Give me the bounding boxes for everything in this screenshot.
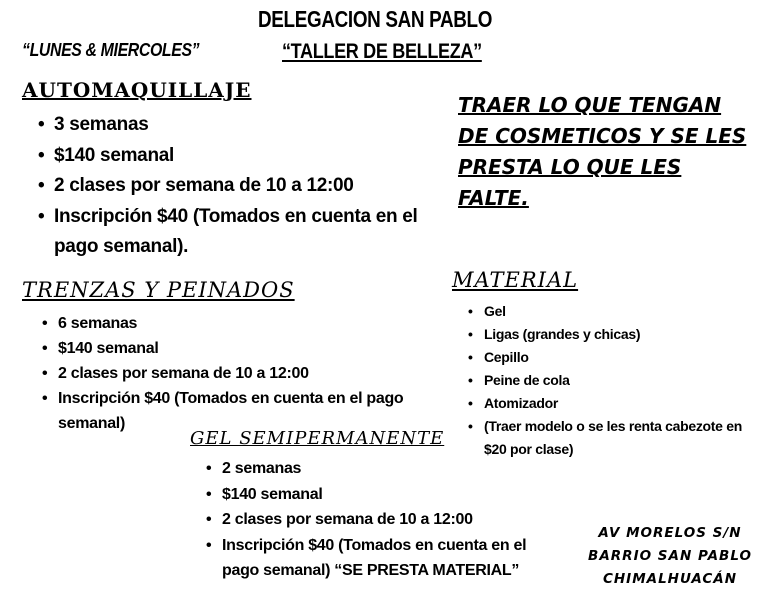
- workshop-title: “TALLER DE BELLEZA”: [282, 40, 482, 63]
- list-item: • 2 clases por semana de 10 a 12:00: [42, 361, 422, 386]
- address-block: [580, 522, 760, 591]
- trenzas-list: [42, 311, 422, 436]
- list-item: • Gel: [468, 300, 758, 323]
- list-item: • Cepillo: [468, 346, 758, 369]
- list-item: • 2 clases por semana de 10 a 12:00: [38, 171, 428, 202]
- address-line: AV MORELOS S/N: [598, 525, 742, 541]
- gel-list: [206, 456, 536, 584]
- list-item: • $140 semanal: [206, 482, 536, 508]
- list-item: • $140 semanal: [42, 336, 422, 361]
- list-item: • (Traer modelo o se les renta cabezote en $20 por clase): [468, 415, 758, 461]
- bring-cosmetics-note: TRAER LO QUE TENGAN DE COSMETICOS Y SE LES PRESTA LO QUE LES FALTE.: [458, 93, 747, 210]
- list-item: • 6 semanas: [42, 311, 422, 336]
- section-heading-material: MATERIAL: [452, 268, 579, 292]
- page-title: DELEGACION SAN PABLO: [258, 6, 493, 32]
- schedule-days: “LUNES & MIERCOLES”: [22, 40, 200, 60]
- list-item: • Inscripción $40 (Tomados en cuenta en el pago semanal).: [38, 202, 428, 263]
- automaquillaje-list: [38, 110, 428, 263]
- list-item: • Inscripción $40 (Tomados en cuenta en el pago semanal) “SE PRESTA MATERIAL”: [206, 533, 536, 584]
- list-item: • 3 semanas: [38, 110, 428, 141]
- list-item: • 2 semanas: [206, 456, 536, 482]
- list-item: • Atomizador: [468, 392, 758, 415]
- section-heading-gel: GEL SEMIPERMANENTE: [190, 428, 445, 449]
- section-heading-trenzas: TRENZAS Y PEINADOS: [22, 278, 295, 302]
- list-item: • Peine de cola: [468, 369, 758, 392]
- material-list: [468, 300, 758, 461]
- list-item: • Ligas (grandes y chicas): [468, 323, 758, 346]
- address-line: CHIMALHUACÁN: [602, 571, 738, 587]
- list-item: • Inscripción $40 (Tomados en cuenta en el pago semanal): [42, 386, 422, 436]
- list-item: • $140 semanal: [38, 141, 428, 172]
- address-line: BARRIO SAN PABLO: [588, 548, 752, 564]
- section-heading-automaquillaje: AUTOMAQUILLAJE: [22, 78, 252, 102]
- list-item: • 2 clases por semana de 10 a 12:00: [206, 507, 536, 533]
